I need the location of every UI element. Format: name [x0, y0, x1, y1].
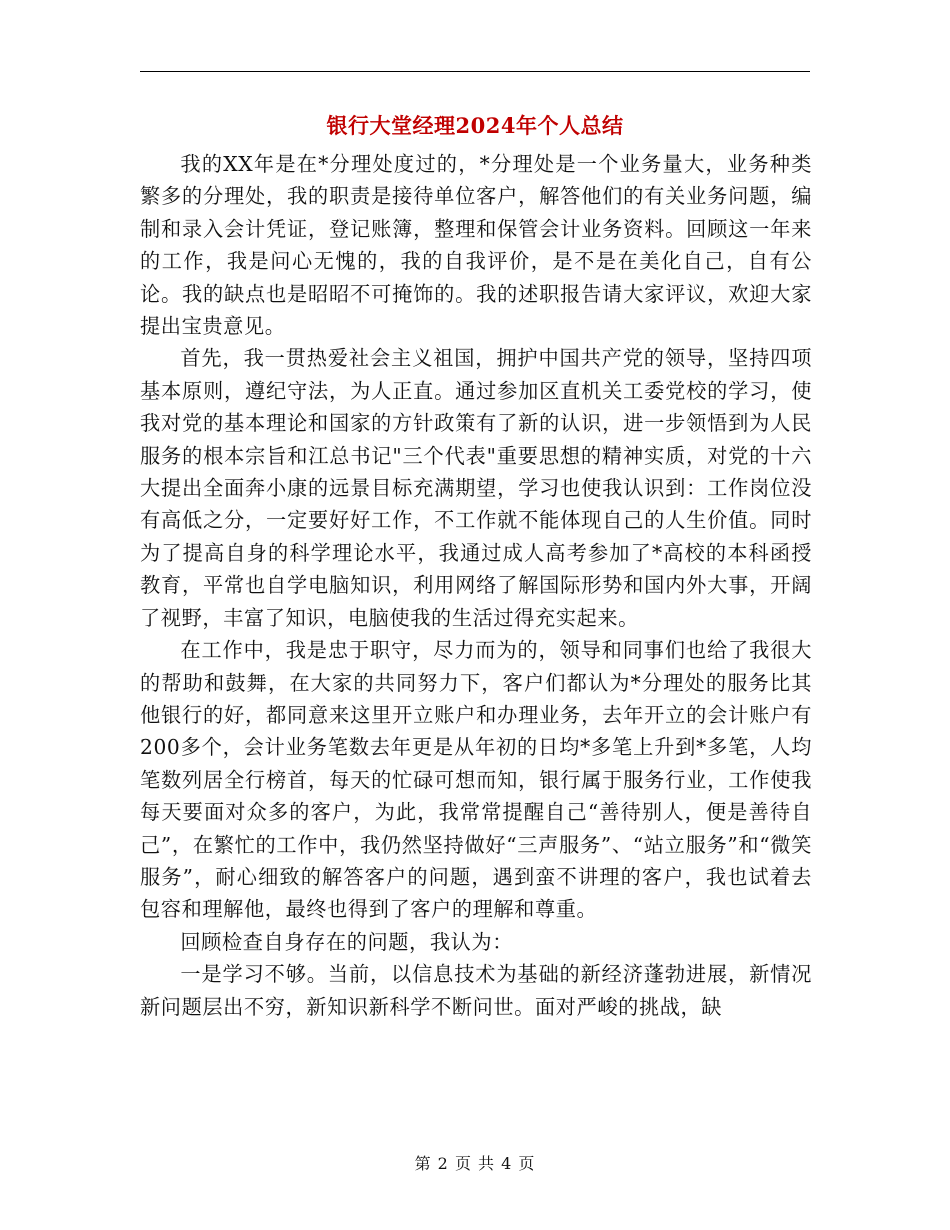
- page-footer: [0, 1152, 950, 1176]
- paragraph: 在工作中，我是忠于职守，尽力而为的，领导和同事们也给了我很大的帮助和鼓舞，在大家的共同努力下，客户们都认为*分理处的服务比其他银行的好，都同意来这里开立账户和办理业务，去年开立的会计账户有200多个，会计业务笔数去年更是从年初的日均*多笔上升到*多笔，人均笔数列居全行榜首，每天的忙碌可想而知，银行属于服务行业，工作使我每天要面对众多的客户，为此，我常常提醒自己“善待别人，便是善待自己”，在繁忙的工作中，我仍然坚持做好“三声服务”、“站立服务”和“微笑服务”，耐心细致的解答客户的问题，遇到蛮不讲理的客户，我也试着去包容和理解他，最终也得到了客户的理解和尊重。: [140, 638, 812, 922]
- paragraph: 我的XX年是在*分理处度过的，*分理处是一个业务量大，业务种类繁多的分理处，我的职责是接待单位客户，解答他们的有关业务问题，编制和录入会计凭证，登记账簿，整理和保管会计业务资料。回顾这一年来的工作，我是问心无愧的，我的自我评价，是不是在美化自己，自有公论。我的缺点也是昭昭不可掩饰的。我的述职报告请大家评议，欢迎大家提出宝贵意见。: [140, 152, 812, 339]
- document-title: 银行大堂经理2024年个人总结: [326, 113, 624, 138]
- paragraph: 回顾检查自身存在的问题，我认为：: [180, 929, 513, 954]
- document-body: [140, 148, 812, 1023]
- header-rule: [140, 71, 810, 72]
- paragraph: 一是学习不够。当前，以信息技术为基础的新经济蓬勃进展，新情况新问题层出不穷，新知识新科学不断问世。面对严峻的挑战，缺: [140, 962, 812, 1019]
- page-number: 第 2 页 共 4 页: [414, 1154, 536, 1173]
- paragraph: 首先，我一贯热爱社会主义祖国，拥护中国共产党的领导，坚持四项基本原则，遵纪守法，为人正直。通过参加区直机关工委党校的学习，使我对党的基本理论和国家的方针政策有了新的认识，进一步领悟到为人民服务的根本宗旨和江总书记"三个代表"重要思想的精神实质，对党的十六大提出全面奔小康的远景目标充满期望，学习也使我认识到：工作岗位没有高低之分，一定要好好工作，不工作就不能体现自己的人生价值。同时为了提高自身的科学理论水平，我通过成人高考参加了*高校的本科函授教育，平常也自学电脑知识，利用网络了解国际形势和国内外大事，开阔了视野，丰富了知识，电脑使我的生活过得充实起来。: [140, 346, 812, 630]
